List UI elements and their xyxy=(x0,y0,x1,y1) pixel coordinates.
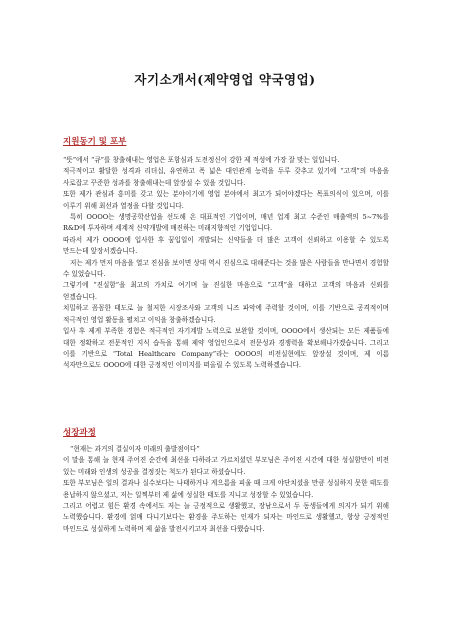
paragraph: 적극적이고 활달한 성격과 리더십, 유연하고 폭 넓은 대인관계 능력을 두루 갖추고 있기에 “고객”의 마음을 사로잡고 꾸준한 성과를 창출해내는데 앞장설 수 있을 것입니다. xyxy=(63,167,389,187)
paragraph: 또한 제가 관심과 흥미를 갖고 있는 분야이기에 영업 분야에서 최고가 되어야겠다는 목표의식이 있으며, 이를 이루기 위해 최선과 열정을 다할 것입니다. xyxy=(63,190,389,210)
section-heading-growth: 성장과정 xyxy=(63,428,96,438)
paragraph: “뜻”에서 “큐”를 창출해내는 영업은 포함심과 도전정신이 강한 제 적성에 가장 잘 맞는 일입니다. xyxy=(63,156,340,164)
paragraph: 저는 제가 먼저 마음을 열고 진심을 보이면 상대 역시 진심으로 대해준다는 것을 많은 사람들을 만나면서 경험할 수 있었습니다. xyxy=(63,258,389,279)
paragraph: 치밀하고 꼼꼼한 태도로 늘 철저한 시장조사와 고객의 니즈 파악에 주력할 것이며, 이를 기반으로 공격적이며 적극적인 영업 활동을 펼치고 이익을 창출하겠습니다. xyxy=(63,304,389,324)
section-heading-motivation: 지원동기 및 포부 xyxy=(63,137,127,147)
paragraph: 또한 부모님은 일의 결과나 실수보다는 나태하거나 게으름을 피울 때 크게 야단치셨을 만큼 성실하지 못한 태도를 용납하지 않으셨고, 저는 일찍부터 제 삶에 성실한 태도를 지니고 성장할 수 있었습니다. xyxy=(63,479,389,499)
paragraph: 이 말을 통해 늘 현재 주어진 순간에 최선을 다하라고 가르치셨던 부모님은 주어진 시간에 대한 성실함만이 비전 있는 미래와 인생의 성공을 결정짓는 척도가 된다고 하셨습니다. xyxy=(63,456,389,476)
paragraph: 그리고 어렵고 힘든 환경 속에서도 저는 늘 긍정적으로 생활했고, 장남으로서 두 동생들에게 의지가 되기 위해 노력했습니다. 환경에 얽매 다니기보다는 환경을 주도하는 인재가 되자는 마인드로 생활했고, 항상 긍정적인 마인드로 성실하게 노력하며 제 삶을 발전시키고자 최선을 다했습니다. xyxy=(63,502,389,533)
section-body-motivation xyxy=(63,155,389,372)
document-title: 자기소개서(제약영업 약국영업) xyxy=(134,72,316,87)
paragraph: “현재는 과거의 결실이자 미래의 출발점이다” xyxy=(70,445,200,453)
section-body-growth xyxy=(63,444,389,535)
paragraph: 그렇기에 “진실함”을 최고의 가치로 여기며 늘 진실한 마음으로 “고객”을 대하고 고객의 마음과 신뢰를 얻겠습니다. xyxy=(63,281,389,301)
paragraph: 입사 후 제게 부족한 경험은 적극적인 자기계발 노력으로 보완할 것이며, OOOO에서 생산되는 모든 제품들에 대한 정확하고 전문적인 지식 습득을 통해 제약 영업인으로서 전문성과 경쟁력을 확보해나가겠습니다. 그리고 이를 기반으로 “Total Healthcare Company”라는 OOOO의 비전실현에도 앞장설 것이며, 제 이름 석자만으로도 OOOO에 대한 긍정적인 이미지를 떠올릴 수 있도록 노력하겠습니다. xyxy=(63,327,389,370)
paragraph: 따라서 제가 OOOO에 입사한 후 꿈입일이 개발되는 신약들을 더 많은 고객이 신뢰하고 이용할 수 있도록 만드는데 앞장서겠습니다. xyxy=(63,235,389,256)
paragraph: 특히 OOOO는 생명공학산업을 선도해 온 대표적인 기업이며, 매년 업계 최고 수준인 매출액의 5~7%를 R&D에 투자하며 세계적 신약개발에 매진하는 미래지향적인 기업입니다. xyxy=(63,213,389,233)
